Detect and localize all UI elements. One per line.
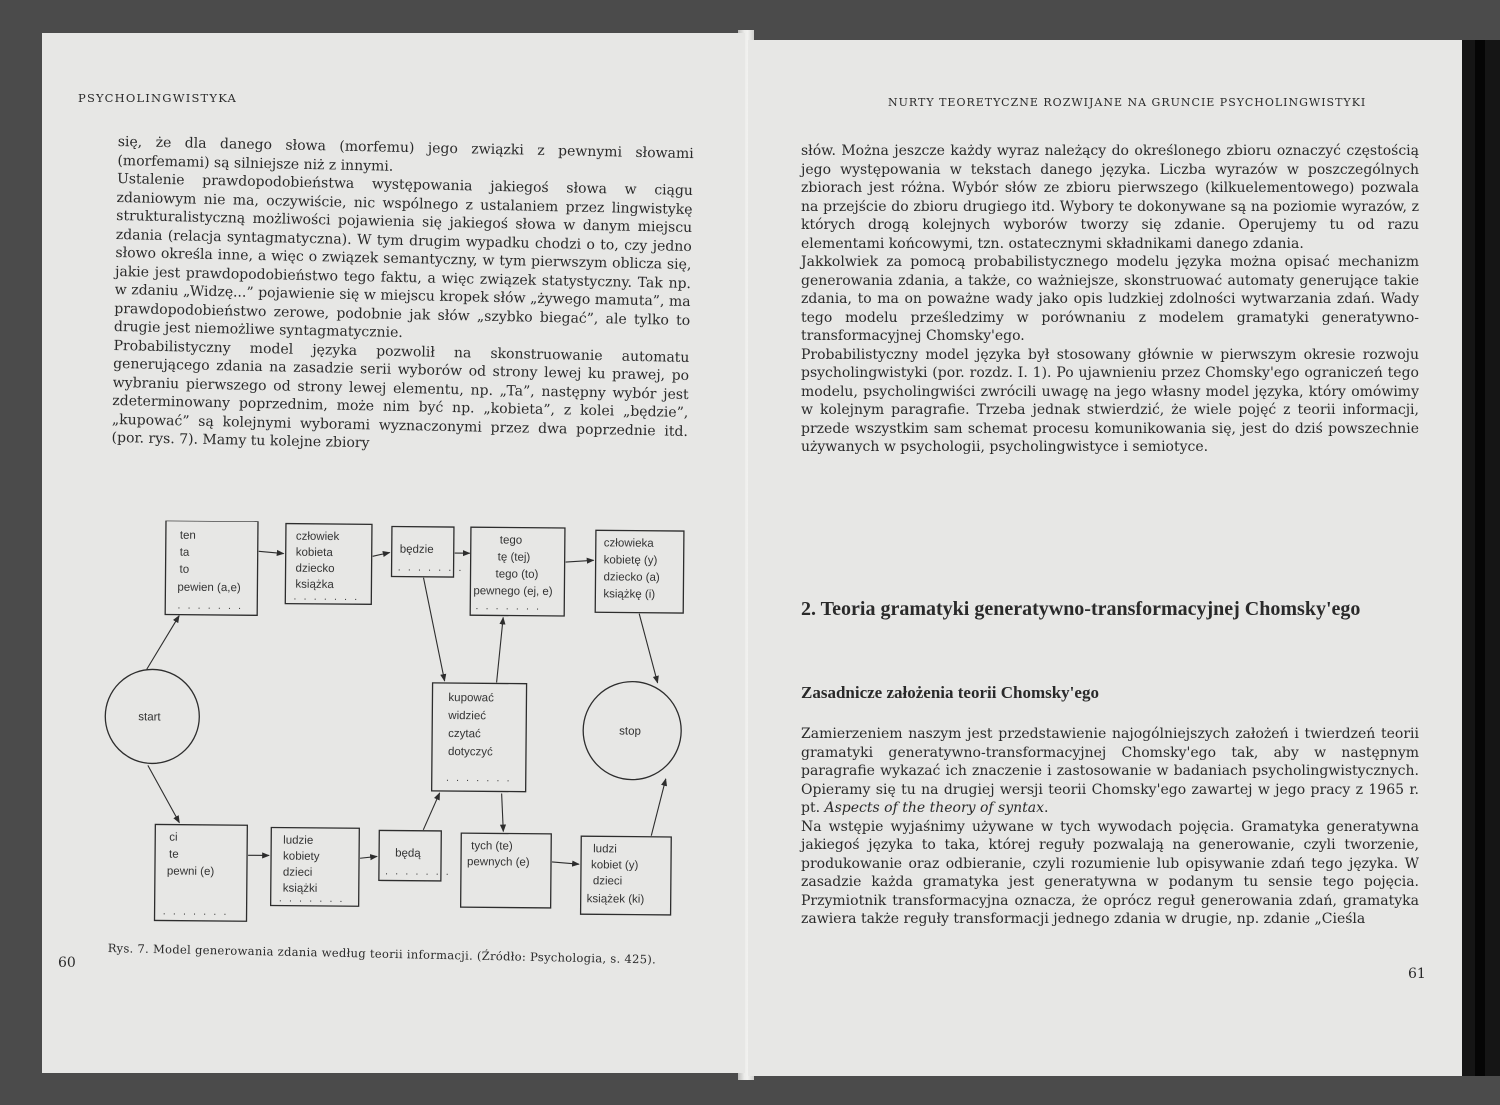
box-text: kobiet (y) xyxy=(590,859,639,872)
box-text: ludzie xyxy=(283,834,314,847)
box-text: kobietę (y) xyxy=(603,554,658,567)
box-text: pewnego (ej, e) xyxy=(473,585,553,598)
arrow xyxy=(639,614,659,683)
arrow xyxy=(566,560,594,562)
paragraph-text: . xyxy=(1044,800,1049,816)
box-text: ten xyxy=(179,529,196,542)
arrow xyxy=(373,552,390,556)
box-text: dzieci xyxy=(592,875,623,888)
paragraph: Probabilistyczny model języka był stosowany głównie w pierwszym okresie rozwoju psycholingwistyki (por. rozdz. I. 1). Po ujawnieniu przez Chomsky'ego ograniczeń tego modelu, psycholingwiści zwrócili uwagę na jego własny model języka, który omówimy w kolejnym paragrafie. Trzeba jednak stwierdzić, że wiele pojęć z teorii informacji, przede wszystkim sam schemat procesu komunikowania się, jest do dziś powszechnie używanych w psychologii, psycholingwistyce i semiotyce. xyxy=(801,346,1419,455)
box-dots: · · · · · · · xyxy=(278,895,345,908)
box-text: kobiety xyxy=(283,850,320,863)
paragraph: Jakkolwiek za pomocą probabilistycznego modelu języka można opisać mechanizm generowania zdania, a także, co ważniejsze, skonstruować automaty generujące takie zdania, to ma on poważne wady jako opis ludzkiej zdolności wytwarzania zdań. Wady tego modelu prześledzimy w porównaniu z modelem gramatyki generatywno-transformacyjnej Chomsky'ego. xyxy=(801,254,1419,344)
box-text: widzieć xyxy=(448,710,487,723)
scan-edge-dark xyxy=(1475,40,1485,1076)
box-text: dziecko xyxy=(295,562,335,576)
box-text: dotyczyć xyxy=(447,746,493,759)
box-text: ludzi xyxy=(593,843,617,856)
box-text: będzie xyxy=(399,543,434,556)
box-text: książka xyxy=(295,578,334,592)
box-text: książki xyxy=(282,882,318,895)
arrow xyxy=(423,793,439,830)
box-text: książkę (i) xyxy=(603,588,656,601)
box-text: tego (to) xyxy=(495,568,539,581)
start-label: start xyxy=(138,711,161,724)
arrow xyxy=(497,617,504,682)
box-dots: · · · · · · · xyxy=(293,593,360,606)
left-page xyxy=(42,33,745,1073)
box-text: książek (ki) xyxy=(586,893,645,906)
page-number-left: 60 xyxy=(58,955,76,971)
box-text: to xyxy=(179,563,190,576)
arrow xyxy=(259,551,284,553)
box-text: ci xyxy=(169,831,178,844)
box-text: pewnych (e) xyxy=(466,856,530,869)
box-text: pewni (e) xyxy=(166,865,215,878)
box-text: czytać xyxy=(448,728,481,741)
box-text: ta xyxy=(179,546,190,559)
left-body-text xyxy=(111,133,693,459)
stop-label: stop xyxy=(619,725,641,738)
box-dots: · · · · · · · xyxy=(445,774,512,787)
subsection-heading: Zasadnicze założenia teorii Chomsky'ego xyxy=(801,683,1099,702)
arrow xyxy=(423,578,446,681)
arrow xyxy=(501,793,503,831)
arrow xyxy=(651,779,665,836)
paragraph-text: Zamierzeniem naszym jest przedstawienie najogólniejszych założeń i twierdzeń teorii gramatyki generatywno-transformacyjnej Chomsky'ego tak, aby w następnym paragrafie wykazać ich znaczenie i zastosowanie w badaniach psycholingwistycznych. Opieramy się tu na drugiej wersji teorii Chomsky'ego zawartej w jego pracy z 1965 r. pt. xyxy=(801,726,1419,816)
arrow xyxy=(552,862,579,864)
box-text: pewien (a,e) xyxy=(177,581,241,595)
paragraph xyxy=(801,725,1419,818)
box-text: tego xyxy=(499,534,523,547)
box-dots: · · · · · · · xyxy=(177,602,244,615)
arrow xyxy=(147,615,179,669)
figure-caption: Rys. 7. Model generowania zdania według teorii informacji. (Źródło: Psychologia, s. 425). xyxy=(107,941,657,967)
running-head-left: PSYCHOLINGWISTYKA xyxy=(78,91,238,105)
box-text: tych (te) xyxy=(471,840,513,853)
box-text: te xyxy=(169,848,179,861)
paragraph: Na wstępie wyjaśnimy używane w tych wywodach pojęcia. Gramatyka generatywna jakiegoś języka to taka, której reguły pozwalają na generowanie, czyli tworzenie, produkowanie oraz odbieranie, czyli rozumienie lub opisywanie zdań tego języka. W zasadzie każda gramatyka jest generatywna w podanym tu sensie tego pojęcia. Przymiotnik transformacyjna oznacza, że oprócz reguł generowania zdań, gramatyka zawiera także reguły transformacji jednego zdania w drugie, np. zdanie „Cieśla xyxy=(801,818,1419,927)
paragraph: Probabilistyczny model języka pozwolił na skonstruowanie automatu generującego zdania na zasadzie serii wyborów od strony lewej ku prawej, po wybraniu pierwszego od strony lewej elementu, np. „Ta”, następny wybór jest zdeterminowany poprzednim, może nim być np. „kobieta”, z kolei „będzie”, „kupować” są kolejnymi wyborami wyznaczonymi przez dwa poprzednie itd. (por. rys. 7). Mamy tu kolejne zbiory xyxy=(111,337,690,452)
box-text: tę (tej) xyxy=(497,551,531,564)
box-text: dziecko (a) xyxy=(603,571,660,584)
box-dots: · · · · · · · xyxy=(397,564,464,577)
box-dots: · · · · · · · xyxy=(162,908,229,921)
sentence-generation-diagram xyxy=(100,520,704,945)
paragraph: słów. Można jeszcze każdy wyraz należący do określonego zbioru oznaczyć częstością jego występowania w tekstach danego języka. Liczba wyrazów w poszczególnych zbiorach jest różna. Wybór słów ze zbioru pierwszego (kilkuelementowego) pozwala na przejście do zbioru drugiego itd. Wybory te dokonywane są na poziomie wyrazów, z których drogą kolejnych wyborów tworzy się zdanie. Operujemy tu od razu elementami końcowymi, tzn. ostatecznymi składnikami danego zdania. xyxy=(801,143,1419,252)
box-dots: · · · · · · · xyxy=(384,868,451,881)
box-text: kupować xyxy=(448,692,494,705)
box-text: człowiek xyxy=(295,530,340,544)
right-page xyxy=(748,40,1462,1076)
book-title: Aspects of the theory of syntax xyxy=(824,800,1045,816)
box-text: będą xyxy=(395,847,421,860)
right-body-text-top xyxy=(801,142,1419,457)
page-number-right: 61 xyxy=(1408,966,1426,982)
arrow xyxy=(360,856,377,858)
paragraph: się, że dla danego słowa (morfemu) jego związki z pewnymi słowami (morfemami) są silniejsze niż z innymi. xyxy=(117,133,694,175)
right-body-text-bottom xyxy=(801,725,1419,929)
box-dots: · · · · · · · xyxy=(475,603,542,615)
running-head-right: NURTY TEORETYCZNE ROZWIJANE NA GRUNCIE PSYCHOLINGWISTYKI xyxy=(888,96,1367,109)
box-text: człowieka xyxy=(603,537,654,550)
section-heading: 2. Teoria gramatyki generatywno-transformacyjnej Chomsky'ego xyxy=(801,598,1361,620)
box-text: kobieta xyxy=(295,546,333,559)
paragraph: Ustalenie prawdopodobieństwa występowania jakiegoś słowa w ciągu zdaniowym nie ma, oczywiście, nic wspólnego z ustalaniem przez lingwistykę strukturalistyczną możliwości pojawienia się jakiegoś słowa w danym miejscu zdania (relacja syntagmatyczna). W tym drugim wypadku chodzi o to, czy jedno słowo określa inne, a więc o związek semantyczny, w tym pierwszym oblicza się, jakie jest prawdopodobieństwo tego faktu, a więc związek statystyczny. Tak np. w zdaniu „Widzę...” pojawienie się w miejscu kropek słów „żywego mamuta”, ma prawdopodobieństwo zerowe, podobnie jak słów „szybko biegać”, ale tylko to drugie jest niemożliwe syntagmatycznie. xyxy=(113,170,694,342)
arrow xyxy=(147,765,179,822)
box-text: dzieci xyxy=(282,866,313,879)
